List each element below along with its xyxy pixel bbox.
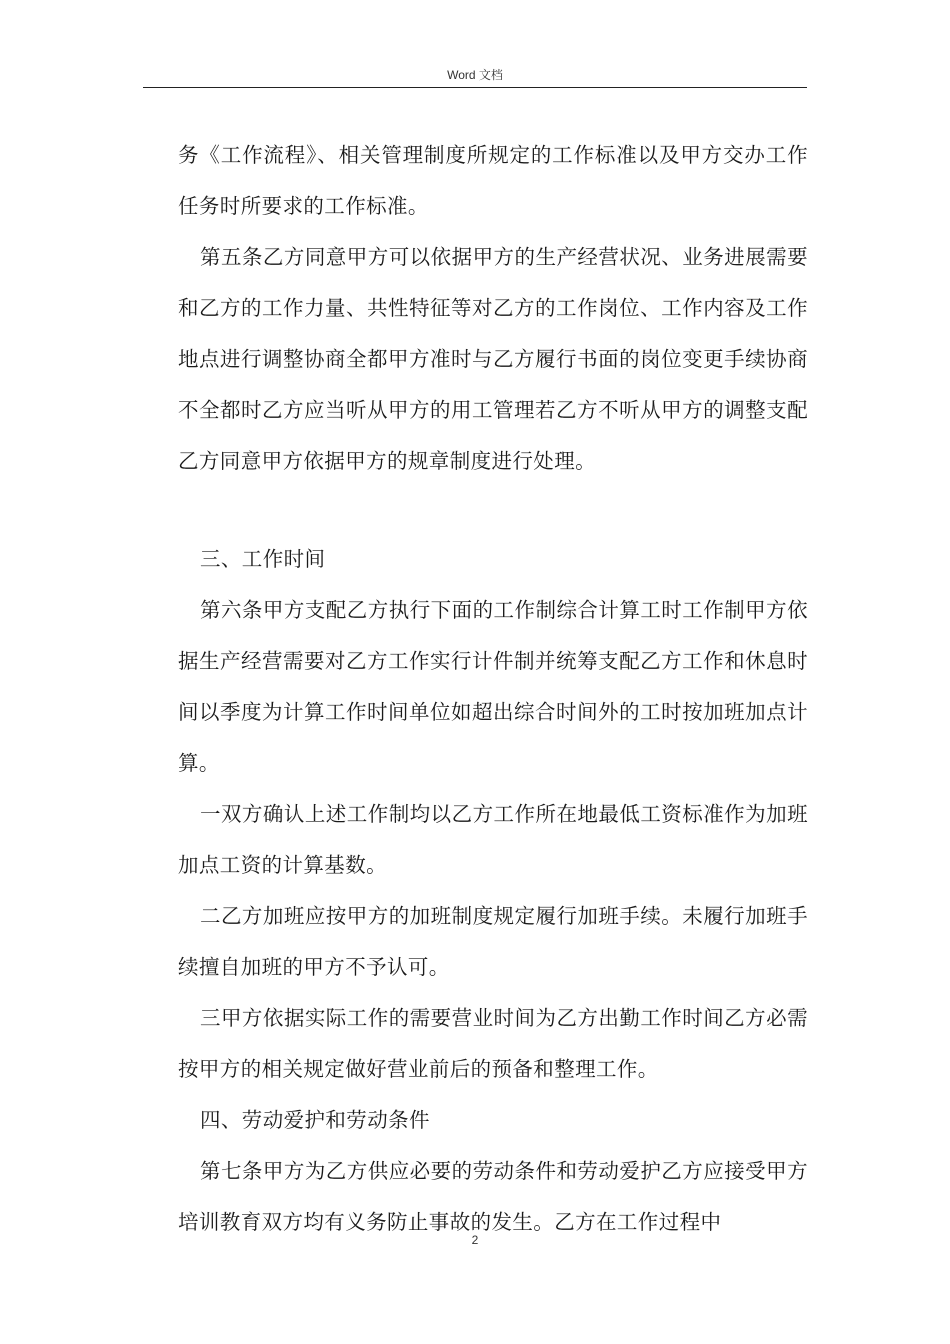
- paragraph-clause-3: 三甲方依据实际工作的需要营业时间为乙方出勤工作时间乙方必需按甲方的相关规定做好营业前后的预备和整理工作。: [178, 1006, 808, 1081]
- header-divider: [143, 87, 807, 88]
- paragraph-article-7: 第七条甲方为乙方供应必要的劳动条件和劳动爱护乙方应接受甲方培训教育双方均有义务防止事故的发生。乙方在工作过程中: [178, 1159, 808, 1234]
- page-number: 2: [471, 1233, 479, 1247]
- section-heading-work-hours: 三、工作时间: [200, 547, 326, 571]
- document-body: [178, 130, 808, 1248]
- paragraph-clause-2: 二乙方加班应按甲方的加班制度规定履行加班手续。未履行加班手续擅自加班的甲方不予认可。: [178, 904, 808, 979]
- section-heading-labor-protection: 四、劳动爱护和劳动条件: [200, 1108, 430, 1132]
- paragraph-article-5: 第五条乙方同意甲方可以依据甲方的生产经营状况、业务进展需要和乙方的工作力量、共性特征等对乙方的工作岗位、工作内容及工作地点进行调整协商全都甲方准时与乙方履行书面的岗位变更手续协商不全都时乙方应当听从甲方的用工管理若乙方不听从甲方的调整支配乙方同意甲方依据甲方的规章制度进行处理。: [178, 245, 808, 473]
- paragraph-article-6: 第六条甲方支配乙方执行下面的工作制综合计算工时工作制甲方依据生产经营需要对乙方工作实行计件制并统筹支配乙方工作和休息时间以季度为计算工作时间单位如超出综合时间外的工时按加班加点计算。: [178, 598, 808, 775]
- paragraph-spacer: [178, 487, 808, 534]
- paragraph-continuation: 务《工作流程》、相关管理制度所规定的工作标准以及甲方交办工作任务时所要求的工作标准。: [178, 143, 808, 218]
- paragraph-clause-1: 一双方确认上述工作制均以乙方工作所在地最低工资标准作为加班加点工资的计算基数。: [178, 802, 808, 877]
- page-header: Word 文档: [447, 68, 503, 82]
